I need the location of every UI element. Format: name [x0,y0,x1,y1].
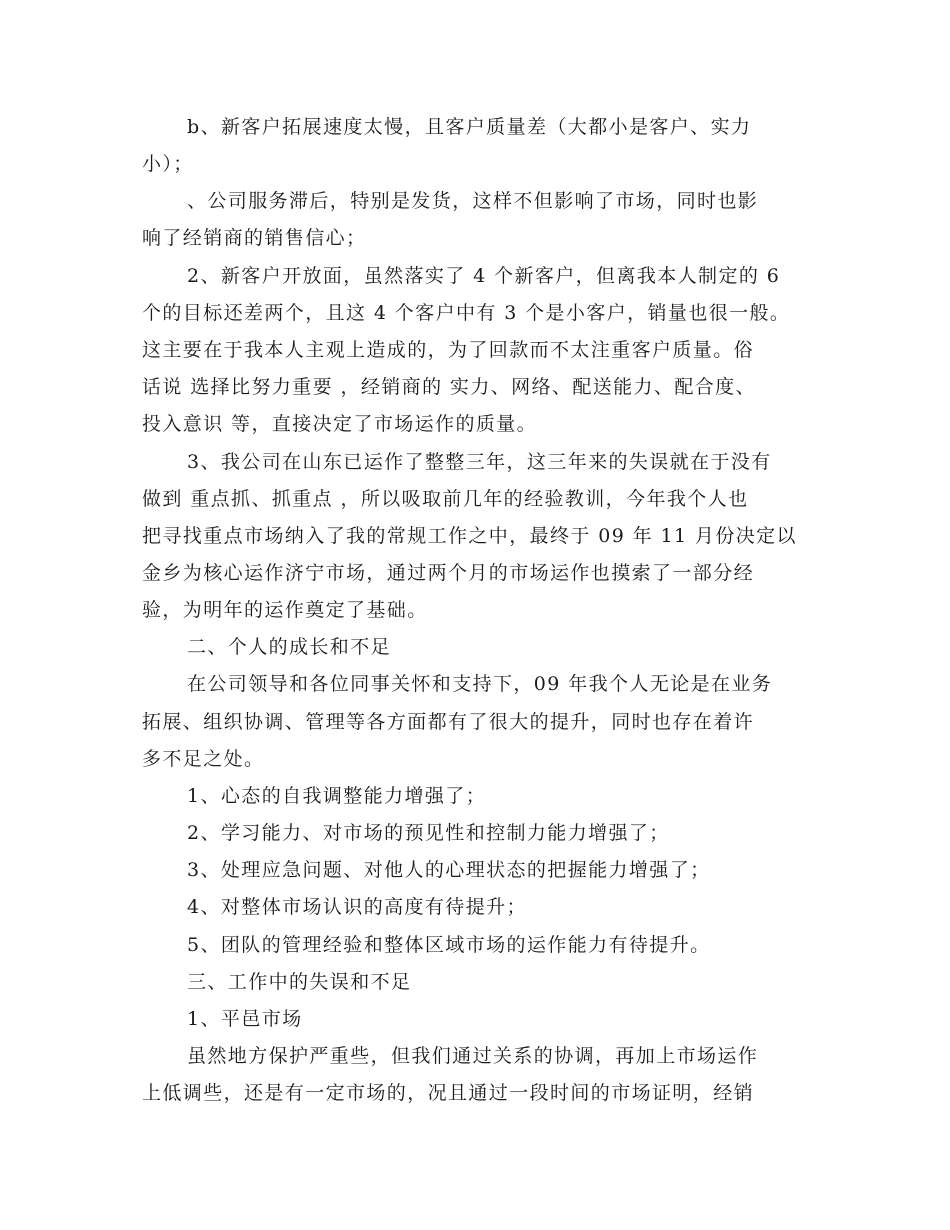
list-item: 5、团队的管理经验和整体区域市场的运作能力有待提升。 [187,934,711,956]
paragraph-line: 这主要在于我本人主观上造成的，为了回款而不太注重客户质量。俗 [142,339,755,361]
paragraph-line: 小）； [142,153,194,175]
paragraph-line: 拓展、组织协调、管理等各方面都有了很大的提升，同时也存在着许 [142,711,755,733]
list-item: 1、心态的自我调整能力增强了； [187,785,487,807]
paragraph-line: 多不足之处。 [142,748,265,770]
subsection-heading: 1、平邑市场 [187,1008,303,1030]
list-item: 3、处理应急问题、对他人的心理状态的把握能力增强了； [187,859,711,881]
section-heading: 三、工作中的失误和不足 [187,971,412,993]
paragraph-line: 做到 重点抓、抓重点 ，所以吸取前几年的经验教训，今年我个人也 [142,488,749,510]
list-item: 4、对整体市场认识的高度有待提升； [187,896,527,918]
paragraph-line: 验，为明年的运作奠定了基础。 [142,599,428,621]
paragraph-line: 话说 选择比努力重要 ，经销商的 实力、网络、配送能力、配合度、 [142,376,756,398]
paragraph-line: 虽然地方保护严重些，但我们通过关系的协调，再加上市场运作 [187,1045,759,1067]
paragraph-line: 上低调些，还是有一定市场的，况且通过一段时间的市场证明，经销 [142,1082,755,1104]
paragraph-line: 、公司服务滞后，特别是发货，这样不但影响了市场，同时也影 [187,190,759,212]
list-item: 2、学习能力、对市场的预见性和控制力能力增强了； [187,822,670,844]
paragraph-line: 在公司领导和各位同事关怀和支持下，09 年我个人无论是在业务 [187,673,773,695]
paragraph-line: 投入意识 等，直接决定了市场运作的质量。 [142,413,538,435]
paragraph-line: 3、我公司在山东已运作了整整三年，这三年来的失误就在于没有 [187,451,772,473]
section-heading: 二、个人的成长和不足 [187,636,392,658]
paragraph-line: 2、新客户开放面，虽然落实了 4 个新客户，但离我本人制定的 6 [187,265,781,287]
paragraph-line: b、新客户拓展速度太慢，且客户质量差（大都小是客户、实力 [187,116,752,138]
paragraph-line: 个的目标还差两个，且这 4 个客户中有 3 个是小客户，销量也很一般。 [142,302,791,324]
paragraph-line: 金乡为核心运作济宁市场，通过两个月的市场运作也摸索了一部分经 [142,562,755,584]
paragraph-line: 响了经销商的销售信心； [142,227,367,249]
paragraph-line: 把寻找重点市场纳入了我的常规工作之中，最终于 09 年 11 月份决定以 [142,525,797,547]
